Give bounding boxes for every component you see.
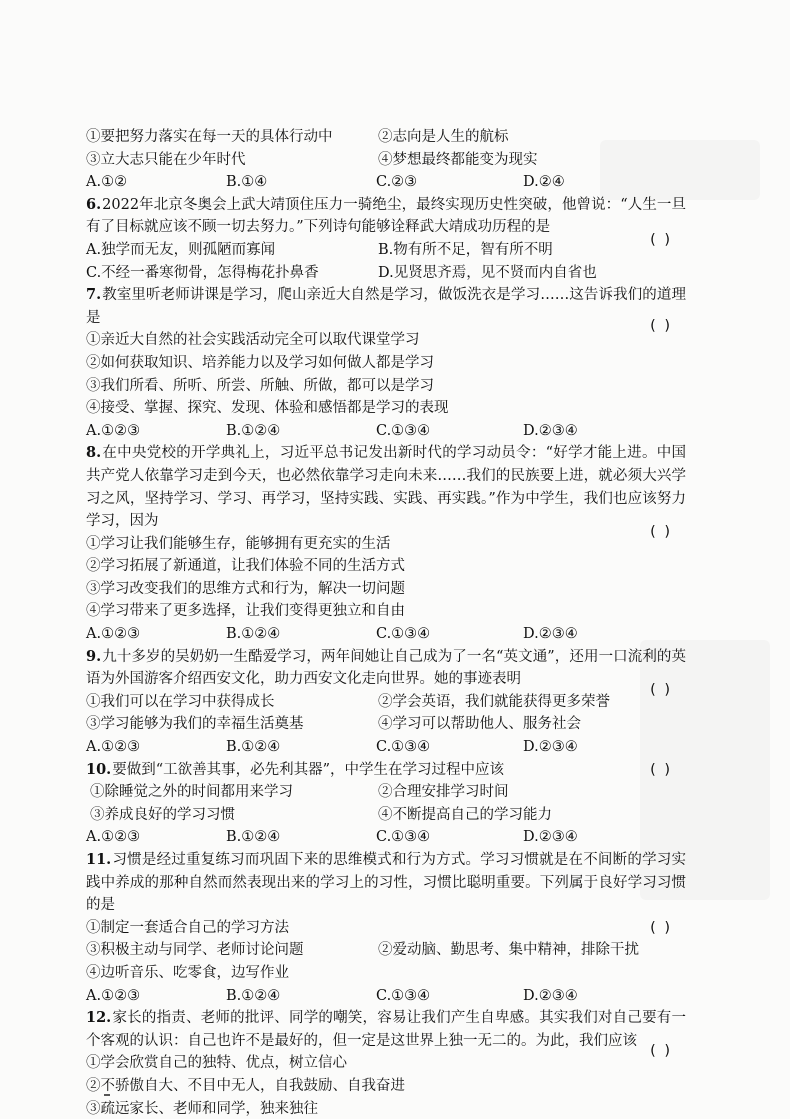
answer-paren: ( ) xyxy=(650,1043,672,1060)
question-number: 7. xyxy=(86,286,102,304)
question-stem xyxy=(86,442,686,532)
choice-b: B.物有所不足，智有所不明 xyxy=(378,241,553,258)
question-6 xyxy=(86,194,686,284)
statement-row xyxy=(86,1098,686,1119)
statement-row xyxy=(86,1043,686,1075)
statement: ②志向是人生的航标 xyxy=(378,129,509,145)
question-stem xyxy=(86,759,686,782)
statement: ④不断提高自己的学习能力 xyxy=(378,806,552,823)
statement-row xyxy=(86,681,686,714)
statement: ④学习可以帮助他人、服务社会 xyxy=(378,716,581,733)
choice-a: A.①②③ xyxy=(86,829,141,846)
statement-row xyxy=(86,1075,686,1098)
choice-row xyxy=(86,420,686,443)
question-5-tail xyxy=(86,126,686,194)
question-number: 10. xyxy=(86,760,112,778)
choice-d: D.②③④ xyxy=(523,739,578,756)
statement-row xyxy=(86,917,686,940)
statement: ①我们可以在学习中获得成长 xyxy=(86,693,275,710)
answer-paren: ( ) xyxy=(650,231,672,248)
statement: ①学会欣赏自己的独特、优点，树立信心 xyxy=(86,1055,347,1072)
statement: ③积极主动与同学、老师讨论问题 xyxy=(86,942,304,959)
statement-row xyxy=(86,375,686,398)
statement-row xyxy=(86,523,686,556)
question-number: 6. xyxy=(86,195,102,213)
choice-c: C.①③④ xyxy=(376,829,431,846)
question-text: 习惯是经过重复练习而巩固下来的思维模式和行为方式。学习习惯就是在不间断的学习实践中养成的那种自然而然表现出来的学习上的习性，习惯比聪明重要。下列属于良好学习习惯的是 xyxy=(86,852,686,914)
answer-paren: ( ) xyxy=(650,523,672,540)
choice-row xyxy=(86,262,686,285)
statement: ③学习能够为我们的幸福生活奠基 xyxy=(86,716,304,733)
choice-b: B.①④ xyxy=(226,174,268,191)
choice-a: A.①②③ xyxy=(86,987,141,1004)
choice-row xyxy=(86,623,686,646)
choice-a: A.①② xyxy=(86,174,128,191)
scan-mark xyxy=(104,1094,110,1096)
question-text: 家长的指责、老师的批评、同学的嘲笑，容易让我们产生自卑感。其实我们对自己要有一个客观的认识：自己也许不是最好的，但一定是这世界上独一无二的。为此，我们应该 xyxy=(86,1010,686,1049)
answer-paren: ( ) xyxy=(650,681,672,698)
choice-d: D.见贤思齐焉，见不贤而内自省也 xyxy=(378,264,597,281)
choice-d: D.②③④ xyxy=(523,422,578,439)
choice-d: D.②③④ xyxy=(523,829,578,846)
question-text: 九十多岁的吴奶奶一生酷爱学习，两年间她让自己成为了一名“英文通”，还用一口流利的英语为外国游客介绍西安文化，助力西安文化走向世界。她的事迹表明 xyxy=(86,648,686,688)
statement: ③立大志只能在少年时代 xyxy=(86,151,246,168)
choice-b: B.①②④ xyxy=(226,987,281,1004)
choice-b: B.①②④ xyxy=(226,422,281,439)
statement: ④学习带来了更多选择，让我们变得更独立和自由 xyxy=(86,603,405,620)
statement: ②爱动脑、勤思考、集中精神，排除干扰 xyxy=(378,942,639,959)
choice-c: C.①③④ xyxy=(376,987,431,1004)
statement: ③学习改变我们的思维方式和行为，解决一切问题 xyxy=(86,580,405,597)
question-7 xyxy=(86,284,686,442)
choice-c: C.①③④ xyxy=(376,422,431,439)
statement: ④边听音乐、吃零食，边写作业 xyxy=(86,964,289,981)
statement-row xyxy=(86,781,686,804)
question-stem xyxy=(86,646,686,691)
statement-row xyxy=(86,352,686,375)
statement: ②如何获取知识、培养能力以及学习如何做人都是学习 xyxy=(86,354,434,371)
statement-row xyxy=(86,555,686,578)
question-9 xyxy=(86,646,686,759)
choice-row xyxy=(86,171,686,194)
choice-c: C.②③ xyxy=(376,174,418,191)
question-text: 在中央党校的开学典礼上，习近平总书记发出新时代的学习动员令：“好学才能上进。中国共产党人依靠学习走到今天，也必然依靠学习走向未来……我们的民族要上进，就必须大兴学习之风，坚持学习、学习、再学习，坚持实践、实践、再实践。”作为中学生，我们也应该努力学习，因为 xyxy=(86,445,686,530)
question-stem xyxy=(86,1007,686,1052)
choice-c: C.不经一番寒彻骨，怎得梅花扑鼻香 xyxy=(86,264,319,281)
statement: ①要把努力落实在每一天的具体行动中 xyxy=(86,129,333,145)
answer-paren: ( ) xyxy=(650,318,672,335)
statement-row xyxy=(86,578,686,601)
question-stem xyxy=(86,194,686,239)
statement: ①除睡觉之外的时间都用来学习 xyxy=(90,784,293,801)
statement-row xyxy=(86,962,686,985)
statement: ④梦想最终都能变为现实 xyxy=(378,151,538,168)
question-stem xyxy=(86,284,686,329)
statement: ③疏远家长、老师和同学，独来独往 xyxy=(86,1100,318,1117)
question-sheet xyxy=(86,126,686,1119)
statement: ③养成良好的学习习惯 xyxy=(90,806,235,823)
statement: ①制定一套适合自己的学习方法 xyxy=(86,919,289,936)
statement: ①亲近大自然的社会实践活动完全可以取代课堂学习 xyxy=(86,332,420,349)
question-stem xyxy=(86,849,686,917)
statement-row xyxy=(86,397,686,420)
choice-row xyxy=(86,231,686,262)
statement-row xyxy=(86,713,686,736)
statement: ③我们所看、所听、所尝、所触、所做，都可以是学习 xyxy=(86,377,434,394)
question-text: 教室里听老师讲课是学习，爬山亲近大自然是学习，做饭洗衣是学习……这告诉我们的道理是 xyxy=(86,287,686,326)
statement-row xyxy=(86,600,686,623)
question-number: 12. xyxy=(86,1009,112,1027)
choice-a: A.①②③ xyxy=(86,626,141,643)
statement: ①学习让我们能够生存，能够拥有更充实的生活 xyxy=(86,535,391,552)
choice-c: C.①③④ xyxy=(376,739,431,756)
choice-a: A.独学而无友，则孤陋而寡闻 xyxy=(86,241,276,258)
statement: ④接受、掌握、探究、发现、体验和感悟都是学习的表现 xyxy=(86,400,449,417)
answer-paren: ( ) xyxy=(650,919,672,936)
question-text: 要做到“工欲善其事，必先利其器”，中学生在学习过程中应该 xyxy=(112,761,505,778)
question-number: 9. xyxy=(86,647,102,665)
choice-d: D.②④ xyxy=(523,174,565,191)
choice-a: A.①②③ xyxy=(86,739,141,756)
statement: ②学习拓展了新通道，让我们体验不同的生活方式 xyxy=(86,558,405,575)
choice-d: D.②③④ xyxy=(523,987,578,1004)
question-text: 2022年北京冬奥会上武大靖顶住压力一骑绝尘，最终实现历史性突破，他曾说：“人生一旦有了目标就应该不顾一切去努力。”下列诗句能够诠释武大靖成功历程的是 xyxy=(86,196,686,236)
choice-row xyxy=(86,736,686,759)
question-8 xyxy=(86,442,686,645)
statement-row xyxy=(86,149,686,172)
choice-row xyxy=(86,826,686,849)
question-12 xyxy=(86,1007,686,1119)
statement-row xyxy=(86,804,686,827)
choice-c: C.①③④ xyxy=(376,626,431,643)
statement: ②不骄傲自大、不目中无人，自我鼓励、自我奋进 xyxy=(86,1077,405,1094)
choice-a: A.①②③ xyxy=(86,422,141,439)
question-11 xyxy=(86,849,686,1007)
choice-d: D.②③④ xyxy=(523,626,578,643)
choice-b: B.①②④ xyxy=(226,626,281,643)
statement-row xyxy=(86,126,686,149)
choice-row xyxy=(86,985,686,1008)
statement: ②合理安排学习时间 xyxy=(378,784,509,801)
choice-b: B.①②④ xyxy=(226,739,281,756)
question-number: 11. xyxy=(86,851,112,868)
statement: ②学会英语，我们就能获得更多荣誉 xyxy=(378,693,610,710)
question-10 xyxy=(86,759,686,849)
statement-row xyxy=(86,318,686,352)
statement-row xyxy=(86,939,686,962)
answer-paren: ( ) xyxy=(650,761,672,778)
choice-b: B.①②④ xyxy=(226,829,281,846)
question-number: 8. xyxy=(86,444,102,462)
